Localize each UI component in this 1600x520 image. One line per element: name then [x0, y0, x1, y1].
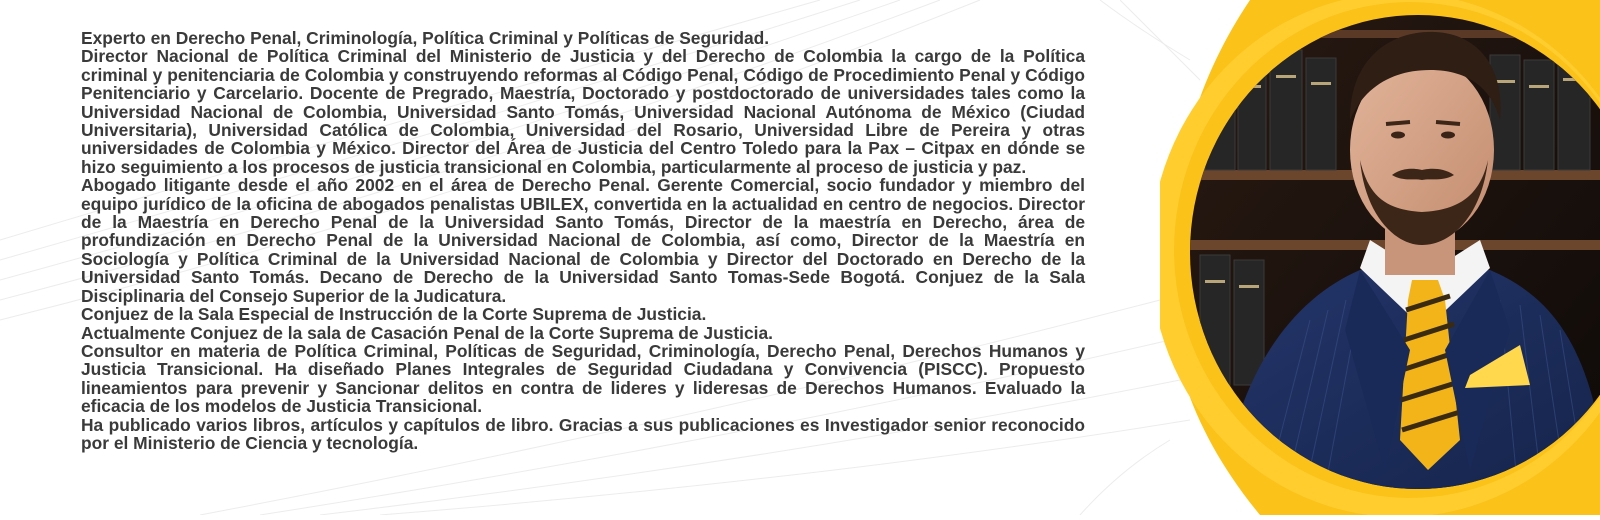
portrait-photo-icon [1160, 0, 1600, 515]
bio-paragraph: Experto en Derecho Penal, Criminología, Política Criminal y Políticas de Seguridad. [81, 28, 770, 48]
bio-paragraph: Director Nacional de Política Criminal del Ministerio de Justicia y del Derecho de Colombia la cargo de la Política criminal y penitenciaria de Colombia y construyendo reformas al Código Penal, Código de Procedimiento Penal y Código Penitenciario y Carcelario. Docente de Pregrado, Maestría, Doctorado y postdoctorado de universidades tales como la Universidad Nacional de Colombia, Universidad Santo Tomás, Universidad Nacional Autónoma de México (Ciudad Universitaria), Universidad Católica de Colombia, Universidad del Rosario, Universidad Libre de Pereira y otras universidades de Colombia y México. Director del Área de Justicia del Centro Toledo para la Pax – Citpax en dónde se hizo seguimiento a los procesos de justicia transicional en Colombia, particularmente al proceso de justicia y paz. [81, 46, 1085, 177]
bio-paragraph: Actualmente Conjuez de la sala de Casación Penal de la Corte Suprema de Justicia. [81, 322, 773, 343]
bio-text [81, 29, 1085, 452]
bio-paragraph: Conjuez de la Sala Especial de Instrucción de la Corte Suprema de Justicia. [81, 304, 707, 325]
bio-paragraph: Abogado litigante desde el año 2002 en el área de Derecho Penal. Gerente Comercial, socio fundador y miembro del equipo jurídico de la oficina de abogados penalistas UBILEX, convertida en la actualidad en centro de negocios. Director de la Maestría en Derecho Penal de la Universidad Santo Tomás, Director de la maestría en Derecho, área de profundización en Derecho Penal de la Universidad Nacional de Colombia, así como, Director de la Maestría en Sociología y Política Criminal de la Universidad Nacional de Colombia y Director del Doctorado en Derecho de la Universidad Santo Tomás. Decano de Derecho de la Universidad Santo Tomas-Sede Bogotá. Conjuez de la Sala Disciplinaria del Consejo Superior de la Judicatura. [81, 175, 1085, 306]
portrait-frame [1160, 0, 1600, 515]
bio-paragraph: Ha publicado varios libros, artículos y capítulos de libro. Gracias a sus publicaciones es Investigador senior reconocido por el Ministerio de Ciencia y tecnología. [81, 414, 1085, 453]
bio-paragraph: Consultor en materia de Política Criminal, Políticas de Seguridad, Criminología, Derecho Penal, Derechos Humanos y Justicia Transicional. Ha diseñado Planes Integrales de Seguridad Ciudadana y Convivencia (PISCC). Propuesto lineamientos para prevenir y Sancionar delitos en contra de lideres y lideresas de Derechos Humanos. Evaluado la eficacia de los modelos de Justicia Transicional. [81, 340, 1085, 417]
